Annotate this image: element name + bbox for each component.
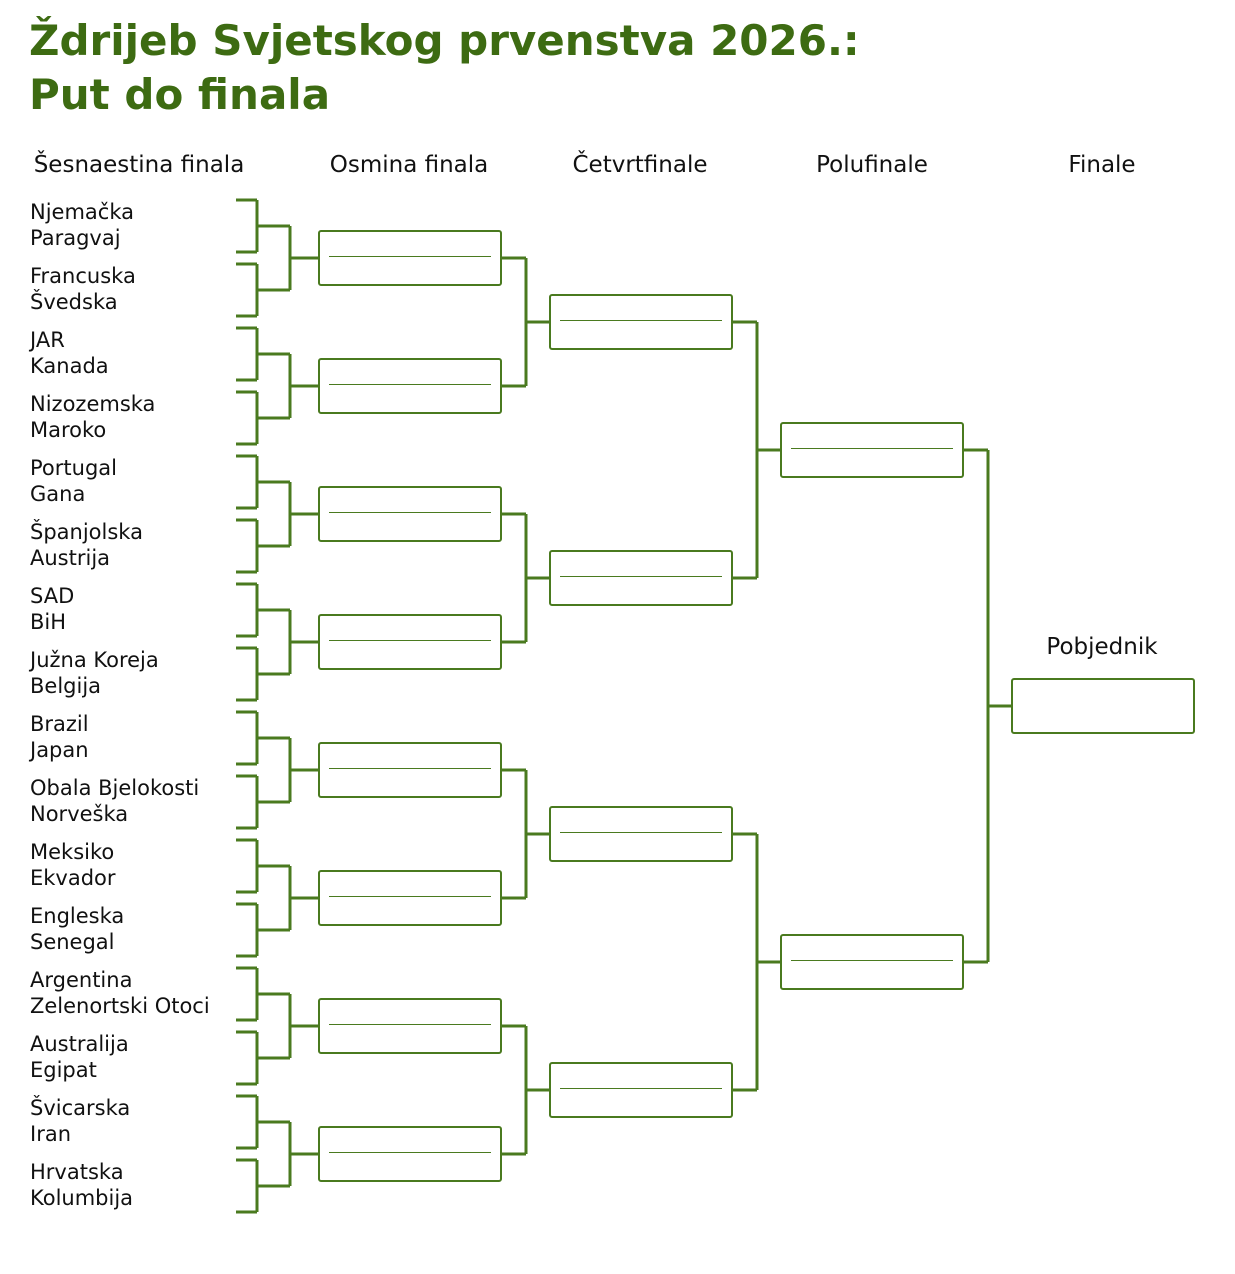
- team-name-away: Egipat: [30, 1058, 97, 1082]
- team-name-home: Meksiko: [30, 840, 115, 864]
- team-name-away: BiH: [30, 610, 67, 634]
- slot-fill-line: [329, 1152, 491, 1153]
- team-name-home: Portugal: [30, 456, 117, 480]
- team-name-away: Austrija: [30, 546, 111, 570]
- slot-fill-line: [560, 832, 722, 833]
- sf-slot[interactable]: [780, 422, 964, 478]
- r16-slot[interactable]: [318, 742, 502, 798]
- qf-slot[interactable]: [549, 1062, 733, 1118]
- slot-fill-line: [329, 512, 491, 513]
- r16-slot[interactable]: [318, 1126, 502, 1182]
- title-line-1: Ždrijeb Svjetskog prvenstva 2026.:: [29, 16, 860, 65]
- team-name-away: Kolumbija: [30, 1186, 134, 1210]
- team-name-home: SAD: [30, 584, 75, 608]
- team-name-home: Švicarska: [30, 1096, 131, 1120]
- r16-slot[interactable]: [318, 614, 502, 670]
- team-name-home: Obala Bjelokosti: [30, 776, 200, 800]
- slot-fill-line: [791, 448, 953, 449]
- slot-fill-line: [329, 256, 491, 257]
- team-name-away: Japan: [30, 738, 89, 762]
- slot-fill-line: [560, 320, 722, 321]
- team-name-home: Engleska: [30, 904, 125, 928]
- team-name-home: Španjolska: [30, 520, 143, 544]
- team-name-away: Belgija: [30, 674, 102, 698]
- round-label-r16: Osmina finala: [329, 152, 489, 178]
- team-name-away: Ekvador: [30, 866, 116, 890]
- round-label-sf: Polufinale: [816, 152, 928, 178]
- team-name-home: Njemačka: [30, 200, 134, 224]
- team-name-home: Nizozemska: [30, 392, 156, 416]
- team-name-away: Kanada: [30, 354, 109, 378]
- team-name-away: Maroko: [30, 418, 107, 442]
- slot-fill-line: [560, 576, 722, 577]
- winner-label: Pobjednik: [1046, 634, 1158, 660]
- round-label-r32: Šesnaestina finala: [33, 152, 245, 178]
- qf-slot[interactable]: [549, 294, 733, 350]
- sf-slot[interactable]: [780, 934, 964, 990]
- team-name-away: Gana: [30, 482, 86, 506]
- team-name-home: Australija: [30, 1032, 129, 1056]
- team-name-home: Argentina: [30, 968, 133, 992]
- qf-slot[interactable]: [549, 550, 733, 606]
- r16-slot[interactable]: [318, 486, 502, 542]
- team-name-away: Senegal: [30, 930, 115, 954]
- r16-slot[interactable]: [318, 998, 502, 1054]
- qf-slot[interactable]: [549, 806, 733, 862]
- r16-slot[interactable]: [318, 870, 502, 926]
- team-name-home: Južna Koreja: [30, 648, 159, 672]
- r16-slot[interactable]: [318, 230, 502, 286]
- winner-slot[interactable]: [1011, 678, 1195, 734]
- round-label-final: Finale: [1068, 152, 1136, 178]
- team-name-away: Paragvaj: [30, 226, 121, 250]
- slot-fill-line: [560, 1088, 722, 1089]
- team-name-away: Zelenortski Otoci: [30, 994, 210, 1018]
- team-name-home: Francuska: [30, 264, 136, 288]
- team-name-home: Hrvatska: [30, 1160, 124, 1184]
- r16-slot[interactable]: [318, 358, 502, 414]
- team-name-home: Brazil: [30, 712, 89, 736]
- slot-fill-line: [329, 640, 491, 641]
- round-label-qf: Četvrtfinale: [572, 152, 708, 178]
- slot-fill-line: [329, 896, 491, 897]
- team-name-away: Iran: [30, 1122, 72, 1146]
- slot-fill-line: [329, 384, 491, 385]
- slot-fill-line: [329, 1024, 491, 1025]
- slot-fill-line: [791, 960, 953, 961]
- team-name-home: JAR: [30, 328, 65, 352]
- team-name-away: Švedska: [30, 290, 118, 314]
- title-line-2: Put do finala: [29, 70, 331, 119]
- team-name-away: Norveška: [30, 802, 129, 826]
- slot-fill-line: [329, 768, 491, 769]
